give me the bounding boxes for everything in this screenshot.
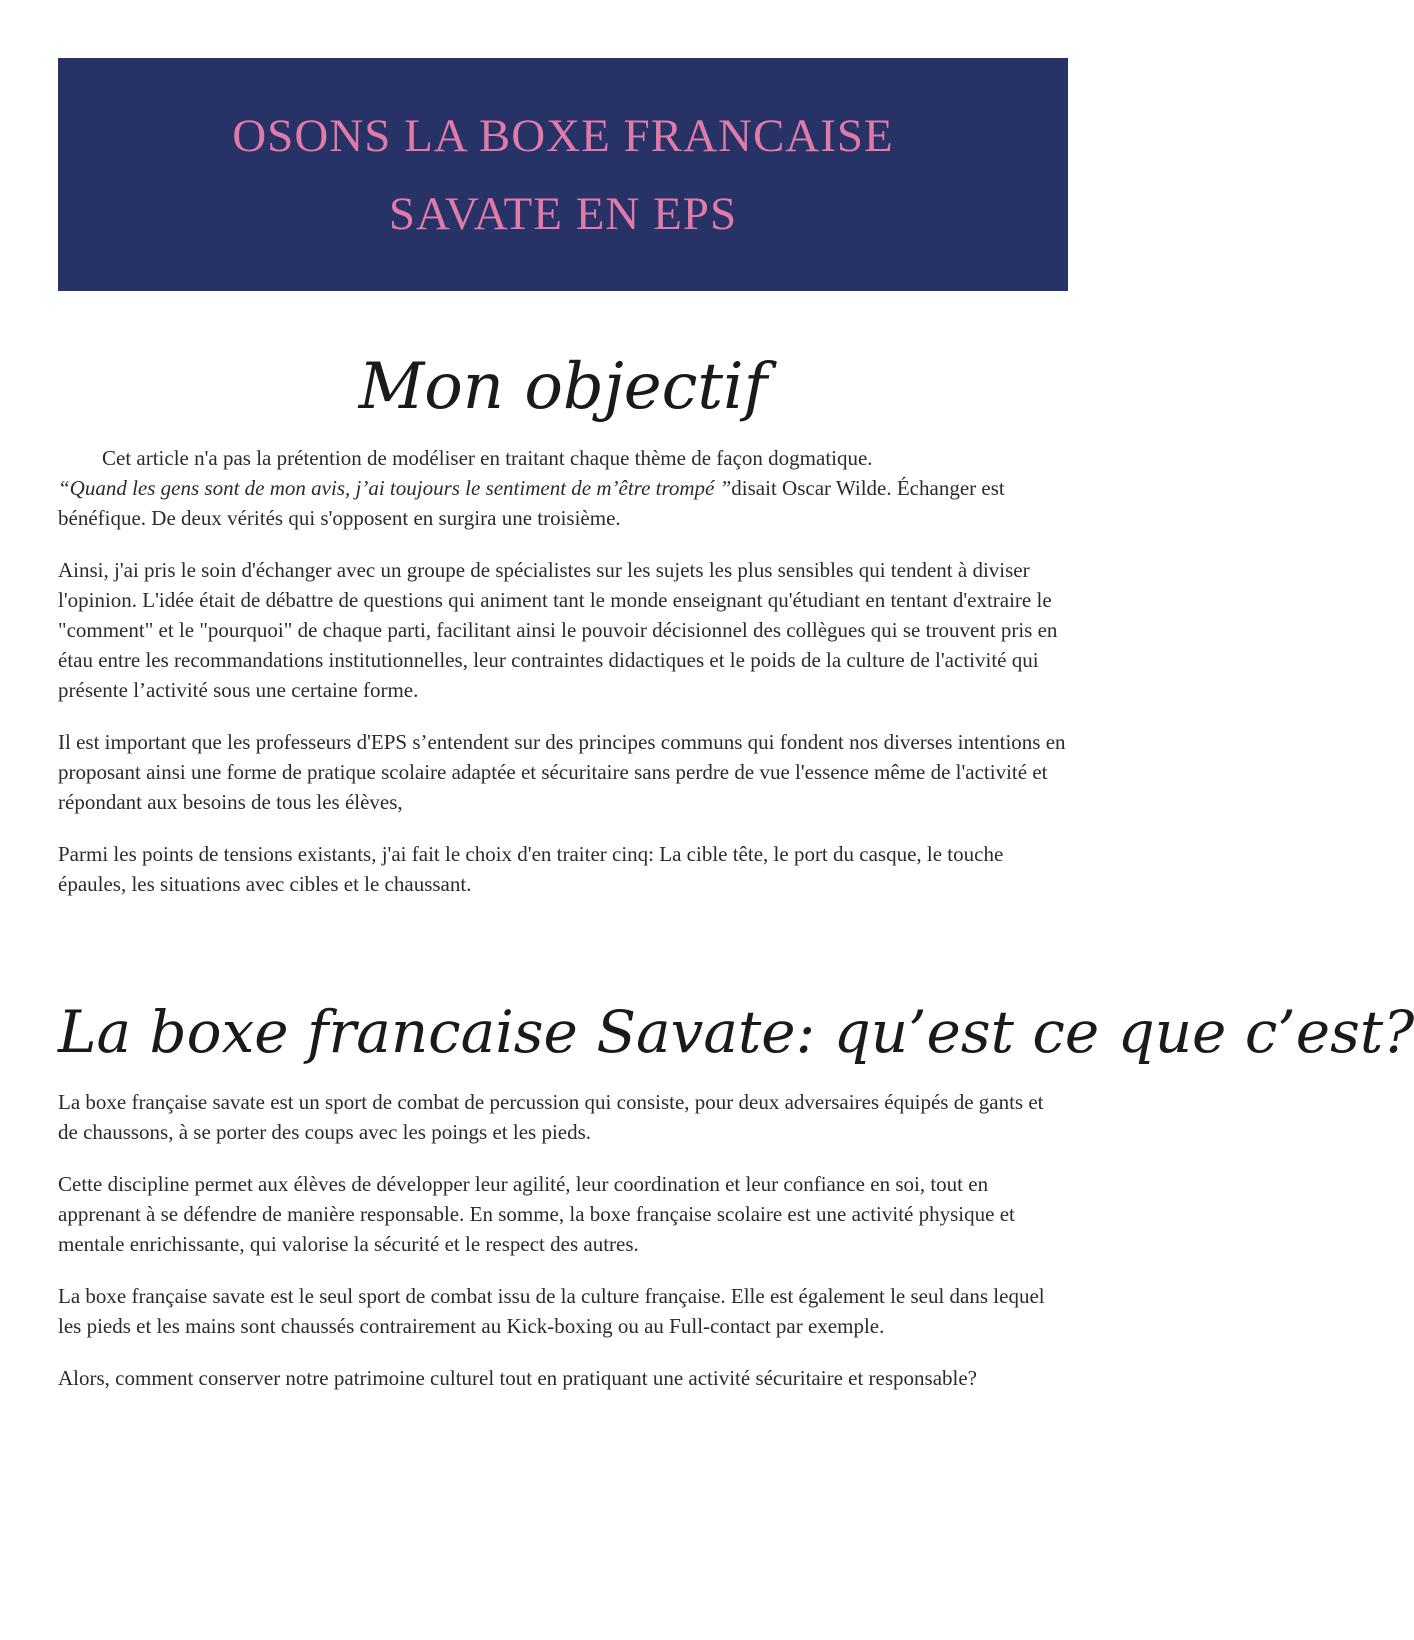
section-boxe-body	[58, 1087, 1068, 1393]
section-heading-boxe-francaise: La boxe francaise Savate: qu’est ce que c’est?	[58, 998, 1414, 1066]
paragraph-echange: Ainsi, j'ai pris le soin d'échanger avec un groupe de spécialistes sur les sujets les plus sensibles qui tendent à diviser l'opinion. L'idée était de débattre de questions qui animent tant le monde enseignant qu'étudiant en tentant d'extraire le "comment" et le "pourquoi" de chaque parti, facilitant ainsi le pouvoir décisionnel des collègues qui se trouvent pris en étau entre les recommandations institutionnelles, leur contraintes didactiques et le poids de la culture de l'activité qui présente l’activité sous une certaine forme.	[58, 558, 1058, 702]
quote-attribution: disait Oscar Wilde. Échanger est bénéfique. De deux vérités qui s'opposent en surgira une troisième.	[58, 476, 1005, 530]
section-heading-mon-objectif: Mon objectif	[358, 350, 768, 424]
paragraph-question: Alors, comment conserver notre patrimoine culturel tout en pratiquant une activité sécuritaire et responsable?	[58, 1366, 977, 1390]
paragraph-principes: Il est important que les professeurs d'EPS s’entendent sur des principes communs qui fondent nos diverses intentions en proposant ainsi une forme de pratique scolaire adaptée et sécuritaire sans perdre de vue l'essence même de l'activité et répondant aux besoins de tous les élèves,	[58, 730, 1066, 814]
banner-title-line-2: SAVATE EN EPS	[388, 187, 738, 240]
paragraph-definition: La boxe française savate est un sport de combat de percussion qui consiste, pour deux adversaires équipés de gants et de chaussons, à se porter des coups avec les poings et les pieds.	[58, 1090, 1044, 1144]
paragraph-culture: La boxe française savate est le seul sport de combat issu de la culture française. Elle est également le seul dans lequel les pieds et les mains sont chaussés contrairement au Kick-boxing ou au Full-contact par exemple.	[58, 1284, 1045, 1338]
title-banner	[58, 58, 1068, 291]
banner-title-line-1: OSONS LA BOXE FRANCAISE	[232, 109, 894, 162]
section-objectif-body	[58, 443, 1068, 899]
wilde-quote: “Quand les gens sont de mon avis, j’ai toujours le sentiment de m’être trompé ”	[58, 476, 732, 500]
paragraph-intro	[58, 443, 1068, 533]
paragraph-tensions: Parmi les points de tensions existants, j'ai fait le choix d'en traiter cinq: La cible tête, le port du casque, le touche épaules, les situations avec cibles et le chaussant.	[58, 842, 1004, 896]
intro-text: Cet article n'a pas la prétention de modéliser en traitant chaque thème de façon dogmatique.	[102, 446, 873, 470]
paragraph-discipline: Cette discipline permet aux élèves de développer leur agilité, leur coordination et leur confiance en soi, tout en apprenant à se défendre de manière responsable. En somme, la boxe française scolaire est une activité physique et mentale enrichissante, qui valorise la sécurité et le respect des autres.	[58, 1172, 1015, 1256]
